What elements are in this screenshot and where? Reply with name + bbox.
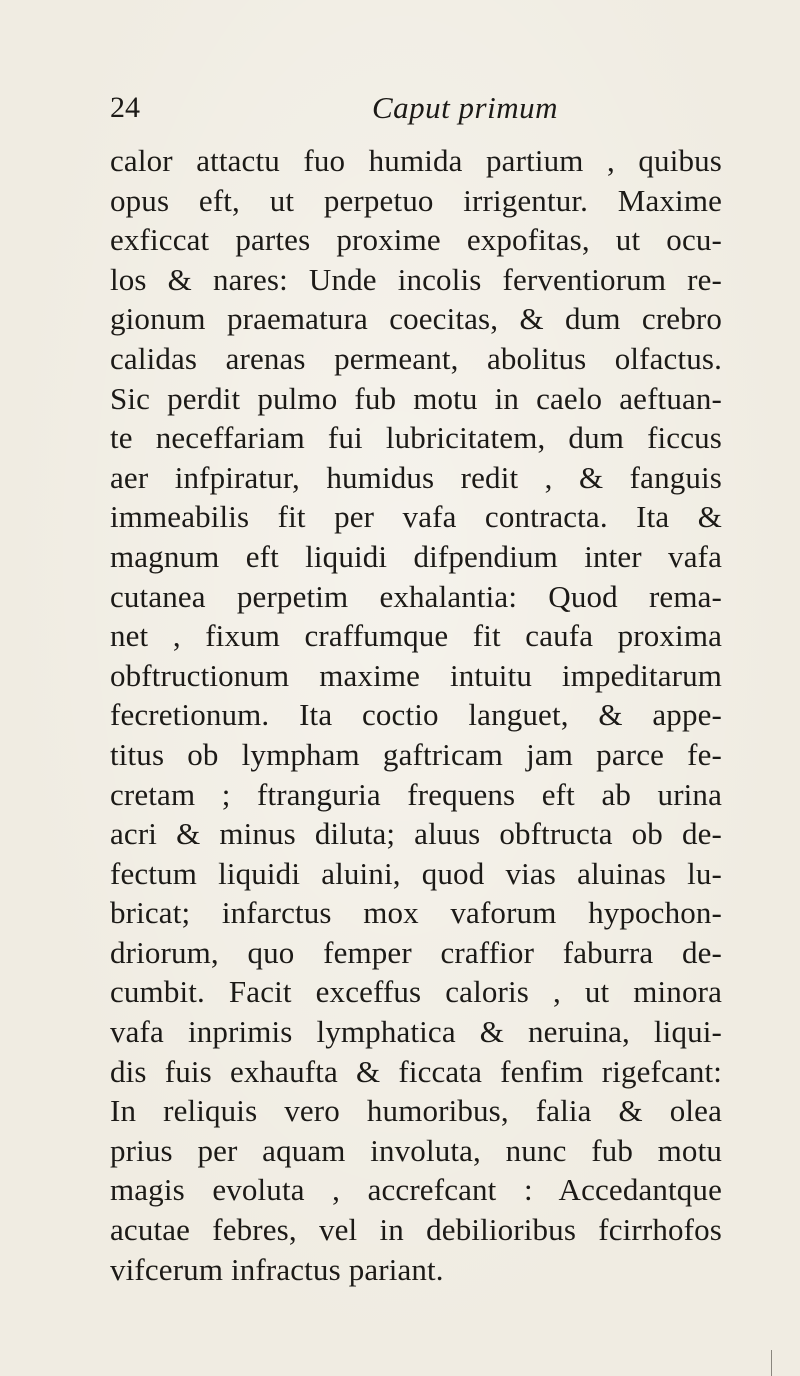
text-line: cretam ; ftranguria frequens eft ab urina xyxy=(110,776,722,812)
text-line: acri & minus diluta; aluus obftructa ob de- xyxy=(110,816,722,852)
text-line: calidas arenas permeant, abolitus olfactus. xyxy=(110,340,722,376)
page-number: 24 xyxy=(110,91,140,124)
page-edge-mark xyxy=(771,1350,772,1376)
text-line: cumbit. Facit exceffus caloris , ut minora xyxy=(110,974,722,1010)
text-line: gionum praematura coecitas, & dum crebro xyxy=(110,301,722,337)
text-line: dis fuis exhaufta & ficcata fenfim rigefcant: xyxy=(110,1053,722,1089)
text-line: Sic perdit pulmo fub motu in caelo aeftuan- xyxy=(110,380,722,416)
text-line: titus ob lympham gaftricam jam parce fe- xyxy=(110,736,722,772)
text-line: los & nares: Unde incolis ferventiorum re- xyxy=(110,261,722,297)
text-line: te neceffariam fui lubricitatem, dum ficcus xyxy=(110,420,722,456)
text-line: fecretionum. Ita coctio languet, & appe- xyxy=(110,697,722,733)
text-line: obftructionum maxime intuitu impeditarum xyxy=(110,657,722,693)
running-head: Caput primum xyxy=(372,90,558,125)
text-line: In reliquis vero humoribus, falia & olea xyxy=(110,1093,722,1129)
text-line: bricat; infarctus mox vaforum hypochon- xyxy=(110,895,722,931)
text-line: exficcat partes proxime expofitas, ut ocu- xyxy=(110,222,722,258)
text-line: immeabilis fit per vafa contracta. Ita & xyxy=(110,499,722,535)
text-line: net , fixum craffumque fit caufa proxima xyxy=(110,618,722,654)
text-line: vafa inprimis lymphatica & neruina, liqui- xyxy=(110,1014,722,1050)
text-line: fectum liquidi aluini, quod vias aluinas lu- xyxy=(110,855,722,891)
text-line: opus eft, ut perpetuo irrigentur. Maxime xyxy=(110,182,722,218)
page-header xyxy=(110,88,710,128)
body-text xyxy=(110,141,722,1289)
text-line: vifcerum infractus pariant. xyxy=(110,1251,444,1287)
text-line: prius per aquam involuta, nunc fub motu xyxy=(110,1132,722,1168)
text-line: magnum eft liquidi difpendium inter vafa xyxy=(110,538,722,574)
text-line: aer infpiratur, humidus redit , & fanguis xyxy=(110,459,722,495)
text-line: driorum, quo femper craffior faburra de- xyxy=(110,934,722,970)
text-line: calor attactu fuo humida partium , quibus xyxy=(110,143,722,178)
text-line: acutae febres, vel in debilioribus fcirrhofos xyxy=(110,1212,722,1248)
text-line: cutanea perpetim exhalantia: Quod rema- xyxy=(110,578,722,614)
text-line: magis evoluta , accrefcant : Accedantque xyxy=(110,1172,722,1208)
